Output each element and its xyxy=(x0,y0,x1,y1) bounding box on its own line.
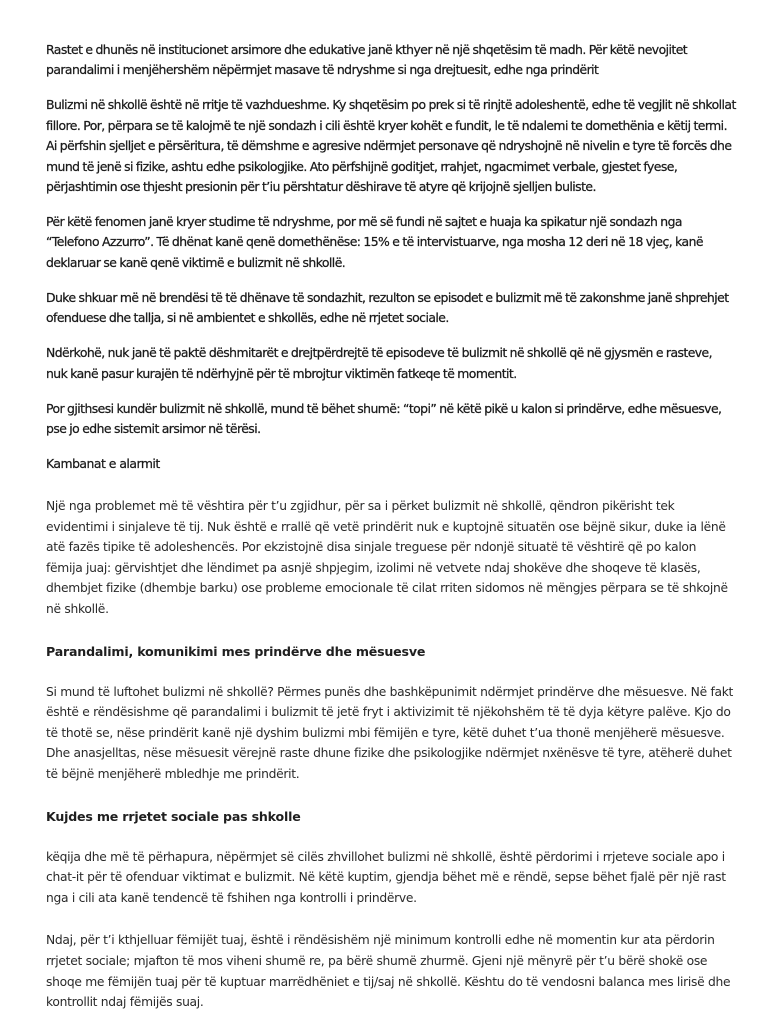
intro-paragraph: Për këtë fenomen janë kryer studime të ndryshme, por më së fundi në sajtet e huaja ka spikatur një sondazh nga “Telefono Azzurro”. Të dhënat kanë qenë domethënëse: 15% e të intervistuarve, nga mosha 12 deri në 18 vjeç, kanë deklaruar se kanë qenë viktimë e bulizmit në shkollë. xyxy=(46,214,703,270)
prevention-heading: Parandalimi, komunikimi mes prindërve dhe mësuesve xyxy=(46,643,426,659)
intro-paragraph: Rastet e dhunës në institucionet arsimore dhe edukative janë kthyer në një shqetësim të madh. Për këtë nevojitet parandalimi i menjëhershëm nëpërmjet masave të ndryshme si nga drejtuesit, edhe nga prindërit xyxy=(46,42,688,78)
intro-paragraph: Bulizmi në shkollë është në rritje të vazhdueshme. Ky shqetësim po prek si të rinjtë adoleshentë, edhe të vegjlit në shkollat fillore. Por, përpara se të kalojmë te një sondazh i cili është kryer kohët e fundit, le të ndalemi te domethënia e këtij termi. Ai përfshin sjelljet e përsëritura, të dëmshme e agresive ndërmjet personave që ndryshojnë në nivelin e tyre të forcës dhe mund të jenë si fizike, ashtu edhe psikologjike. Ato përfshijnë goditjet, rrahjet, ngacmimet verbale, gjestet fyese, përjashtimin ose thjesht presionin për t’iu përshtatur dëshirave të atyre që krijojnë sjelljen buliste. xyxy=(46,97,736,195)
social-paragraph: këqija dhe më të përhapura, nëpërmjet së cilës zhvillohet bulizmi në shkollë, është përdorimi i rrjeteve sociale apo i chat-it për të ofenduar viktimat e bulizmit. Në këtë kuptim, gjendja bëhet më e rëndë, sepse bëhet fjalë për një rast nga i cili ata kanë tendencë të fshihen nga kontrolli i prindërve. xyxy=(46,849,726,905)
prevention-section xyxy=(46,682,736,785)
prevention-paragraph: Si mund të luftohet bulizmi në shkollë? Përmes punës dhe bashkëpunimit ndërmjet prindërve dhe mësuesve. Në fakt është e rëndësishme që parandalimi i bulizmit të jetë fryt i aktivizimit të njëkohshëm të të dyja këtyre palëve. Kjo do të thotë se, nëse prindërit kanë një dyshim bulizmi mbi fëmijën e tyre, këtë duhet t’ua thonë menjëherë mësuesve. Dhe anasjelltas, nëse mësuesit vërejnë raste dhune fizike dhe psikologjike ndërmjet nxënësve të tyre, atëherë duhet të bëjnë menjëherë mbledhje me prindërit. xyxy=(46,684,734,781)
alarm-paragraph: Një nga problemet më të vështira për t’u zgjidhur, për sa i përket bulizmit në shkollë, qëndron pikërisht tek evidentimi i sinjaleve të tij. Nuk është e rrallë që vetë prindërit nuk e kuptojnë situatën ose bëjnë sikur, duke ia lënë atë fazës tipike të adoleshencës. Por ekzistojnë disa sinjale treguese për ndonjë situatë të vështirë që po kalon fëmija juaj: gërvishtjet dhe lëndimet pa asnjë shpjegim, izolimi në vetvete ndaj shokëve dhe shoqeve të klasës, dhembjet fizike (dhembje barku) ose probleme emocionale të cilat rriten sidomos në mëngjes përpara se të shkojnë në shkollë. xyxy=(46,499,728,617)
article xyxy=(46,40,736,1035)
social-paragraph: Ndaj, për t’i kthjelluar fëmijët tuaj, është i rëndësishëm një minimum kontrolli edhe në momentin kur ata përdorin rrjetet sociale; mjafton të mos viheni shumë re, pa bërë shumë zhurmë. Gjeni një mënyrë për t’u bërë shokë ose shoqe me fëmijën tuaj për të kuptuar marrëdhëniet e tij/saj në shkollë. Kështu do të vendosni balanca mes lirisë dhe kontrollit ndaj fëmijës suaj. xyxy=(46,933,731,1010)
alarm-heading: Kambanat e alarmit xyxy=(46,456,160,472)
intro-paragraph: Por gjithsesi kundër bulizmit në shkollë, mund të bëhet shumë: “topi” në këtë pikë u kalon si prindërve, edhe mësuesve, pse jo edhe sistemit arsimor në tërësi. xyxy=(46,400,722,437)
alarm-section xyxy=(46,496,736,620)
intro-paragraph: Ndërkohë, nuk janë të paktë dëshmitarët e drejtpërdrejtë të episodeve të bulizmit në shkollë që në gjysmën e rasteve, nuk kanë pasur kurajën të ndërhyjnë për të mbrojtur viktimën fatkeqe të momentit. xyxy=(46,345,713,381)
intro-paragraph: Duke shkuar më në brendësi të të dhënave të sondazhit, rezulton se episodet e bulizmit më të zakonshme janë shprehjet ofenduese dhe tallja, si në ambientet e shkollës, edhe në rrjetet sociale. xyxy=(46,289,729,326)
social-section xyxy=(46,847,736,1013)
intro-section xyxy=(46,40,736,439)
social-heading: Kujdes me rrjetet sociale pas shkolle xyxy=(46,808,301,824)
